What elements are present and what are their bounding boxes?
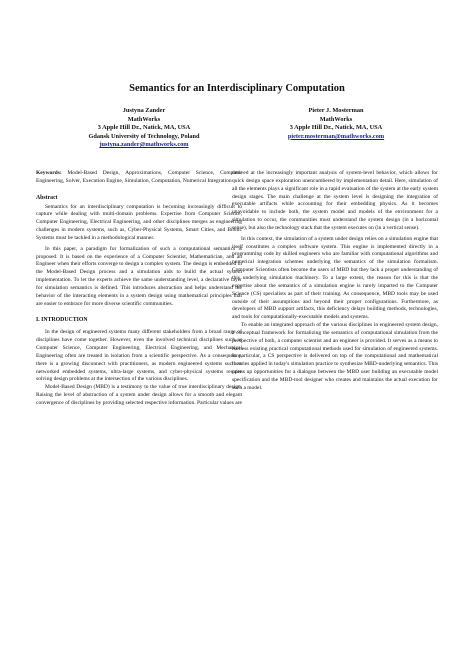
paper-title: Semantics for an Interdisciplinary Computation (129, 83, 345, 94)
body-paragraph: In the design of engineered systems many different stakeholders from a broad range of disciplines have come together. However, even the involved technical disciplines such as Computer Science, Computer Engineering, Electrical Engineering, and Mechanical Engineering often are treated in isolation from a scientific perspective. As a consequence, there is a growing disconnect with practitioners, as modern engineered systems such as networked embedded systems, ultra-large systems, and cyber-physical systems require solving design problems at the intersection of the various disciplines. (36, 329, 242, 383)
author-address: 3 Apple Hill Dr., Natick, MA, USA (289, 124, 383, 132)
right-column (232, 170, 438, 393)
body-paragraph: derived at the increasingly important analysis of system-level behavior, which allows for quick design space exploration unencumbered by implementation detail. Here, simulation of all the elements plays a significant role in a rapid evaluation of the system at the early system design stages. The main challenge at the system level is designing the integration of executable artifacts while accounting for their embedding physics. As it becomes unavoidable to include both, the system model and models of the environment for a simulation to occur, the communities must understand the system design (in a horizontal sense), but also the technology stack that the system executes on (in a vertical sense). (232, 170, 438, 231)
author-email-link[interactable]: pieter.mosterman@mathworks.com (287, 132, 385, 140)
body-paragraph: To enable an integrated approach of the various disciplines in engineered system design, a conceptual framework for formalizing the semantics of computational simulation from the perspective of both, a computer scientist and an engineer is provided. It serves as a means to harness existing practical computational methods used for simulation of engineered systems. In particular, a CS perspective is delivered on top of the computational and mathematical theories applied in today's simulation practice to synthesize MBD-underlying semantics. This opens up opportunities for a dialogue between the MBD user building an executable model specification and the MBD-tool designer who creates and maintains the actual execution for such a model. (232, 322, 438, 391)
author-block-1 (44, 107, 244, 150)
keywords-label: Keywords: (36, 170, 62, 176)
author-name: Justyna Zander (122, 107, 166, 114)
abstract-paragraph: In this paper, a paradigm for formalization of such a computational semantics is proposed. It is based on the experience of a Computer Scientist, Mathematician, and an Engineer when their efforts converge to design a complex system. The design is embedded in the Model-Based Design process and a simulation aids to build the actual system implementation. To let the experts achieve the same understanding level, a declarative layer for simulation semantics is defined. This introduces abstraction and helps understand the behavior of the interacting elements in a system design using mathematical principles that are easier to embrace for more diverse scientific communities. (36, 245, 242, 307)
body-paragraph: In this context, the simulation of a system under design relies on a simulation engine that itself constitutes a complex software system. This engine is implemented directly in a programming code by skilled engineers who are familiar with computational algorithms and numerical integration schemes underlying the semantics of the simulation formalism. Computer Scientists often become the users of MBD but they lack a proper understanding of this underlying simulation machinery. To a large extent, the reason for this is that the expertise about the semantics of a simulation engine is rarely imparted to the Computer Science (CS) specialists as part of their training. As consequence, MBD tools may be used outside of their assumptions and beyond their proper configurations. Furthermore, as developers of MBD support artifacts, this deficiency delays building methods, technologies, and tools for computationally-executable models and systems. (232, 235, 438, 321)
author-address: 3 Apple Hill Dr., Natick, MA, USA (97, 124, 191, 132)
body-paragraph: Model-Based Design (MBD) is a testimony to the value of true interdisciplinary design. Raising the level of abstraction of a system under design allows for a smooth and elegant convergence of disciplines by providing selected respective information. Particular values are (36, 384, 242, 406)
author-affiliation: Gdansk University of Technology, Poland (88, 132, 200, 140)
section-heading-introduction: I. INTRODUCTION (36, 316, 88, 323)
abstract-paragraph: Semantics for an interdisciplinary computation is becoming increasingly difficult to capture while dealing with multi-domain problems. Expertise from Computer Science, Computer Engineering, Electrical Engineering, and other disciplines merges as engineering challenges in modern systems, such as, Cyber-Physical Systems, Smart Cities, and Bionic Systems must be tackled in a methodological manner. (36, 203, 242, 241)
author-block-2 (236, 107, 436, 141)
author-org: MathWorks (127, 115, 161, 123)
keywords (36, 170, 242, 186)
left-column (36, 170, 242, 408)
author-name: Pieter J. Mosterman (308, 107, 364, 114)
author-email-link[interactable]: justyna.zander@mathworks.com (99, 141, 189, 149)
keywords-text: Model-Based Design, Approximations, Computer Science, Computer Engineering, Solver, Execution Engine, Simulation, Computation, Numerical Integration (36, 170, 242, 184)
author-org: MathWorks (319, 115, 353, 123)
abstract-heading: Abstract (36, 194, 58, 201)
